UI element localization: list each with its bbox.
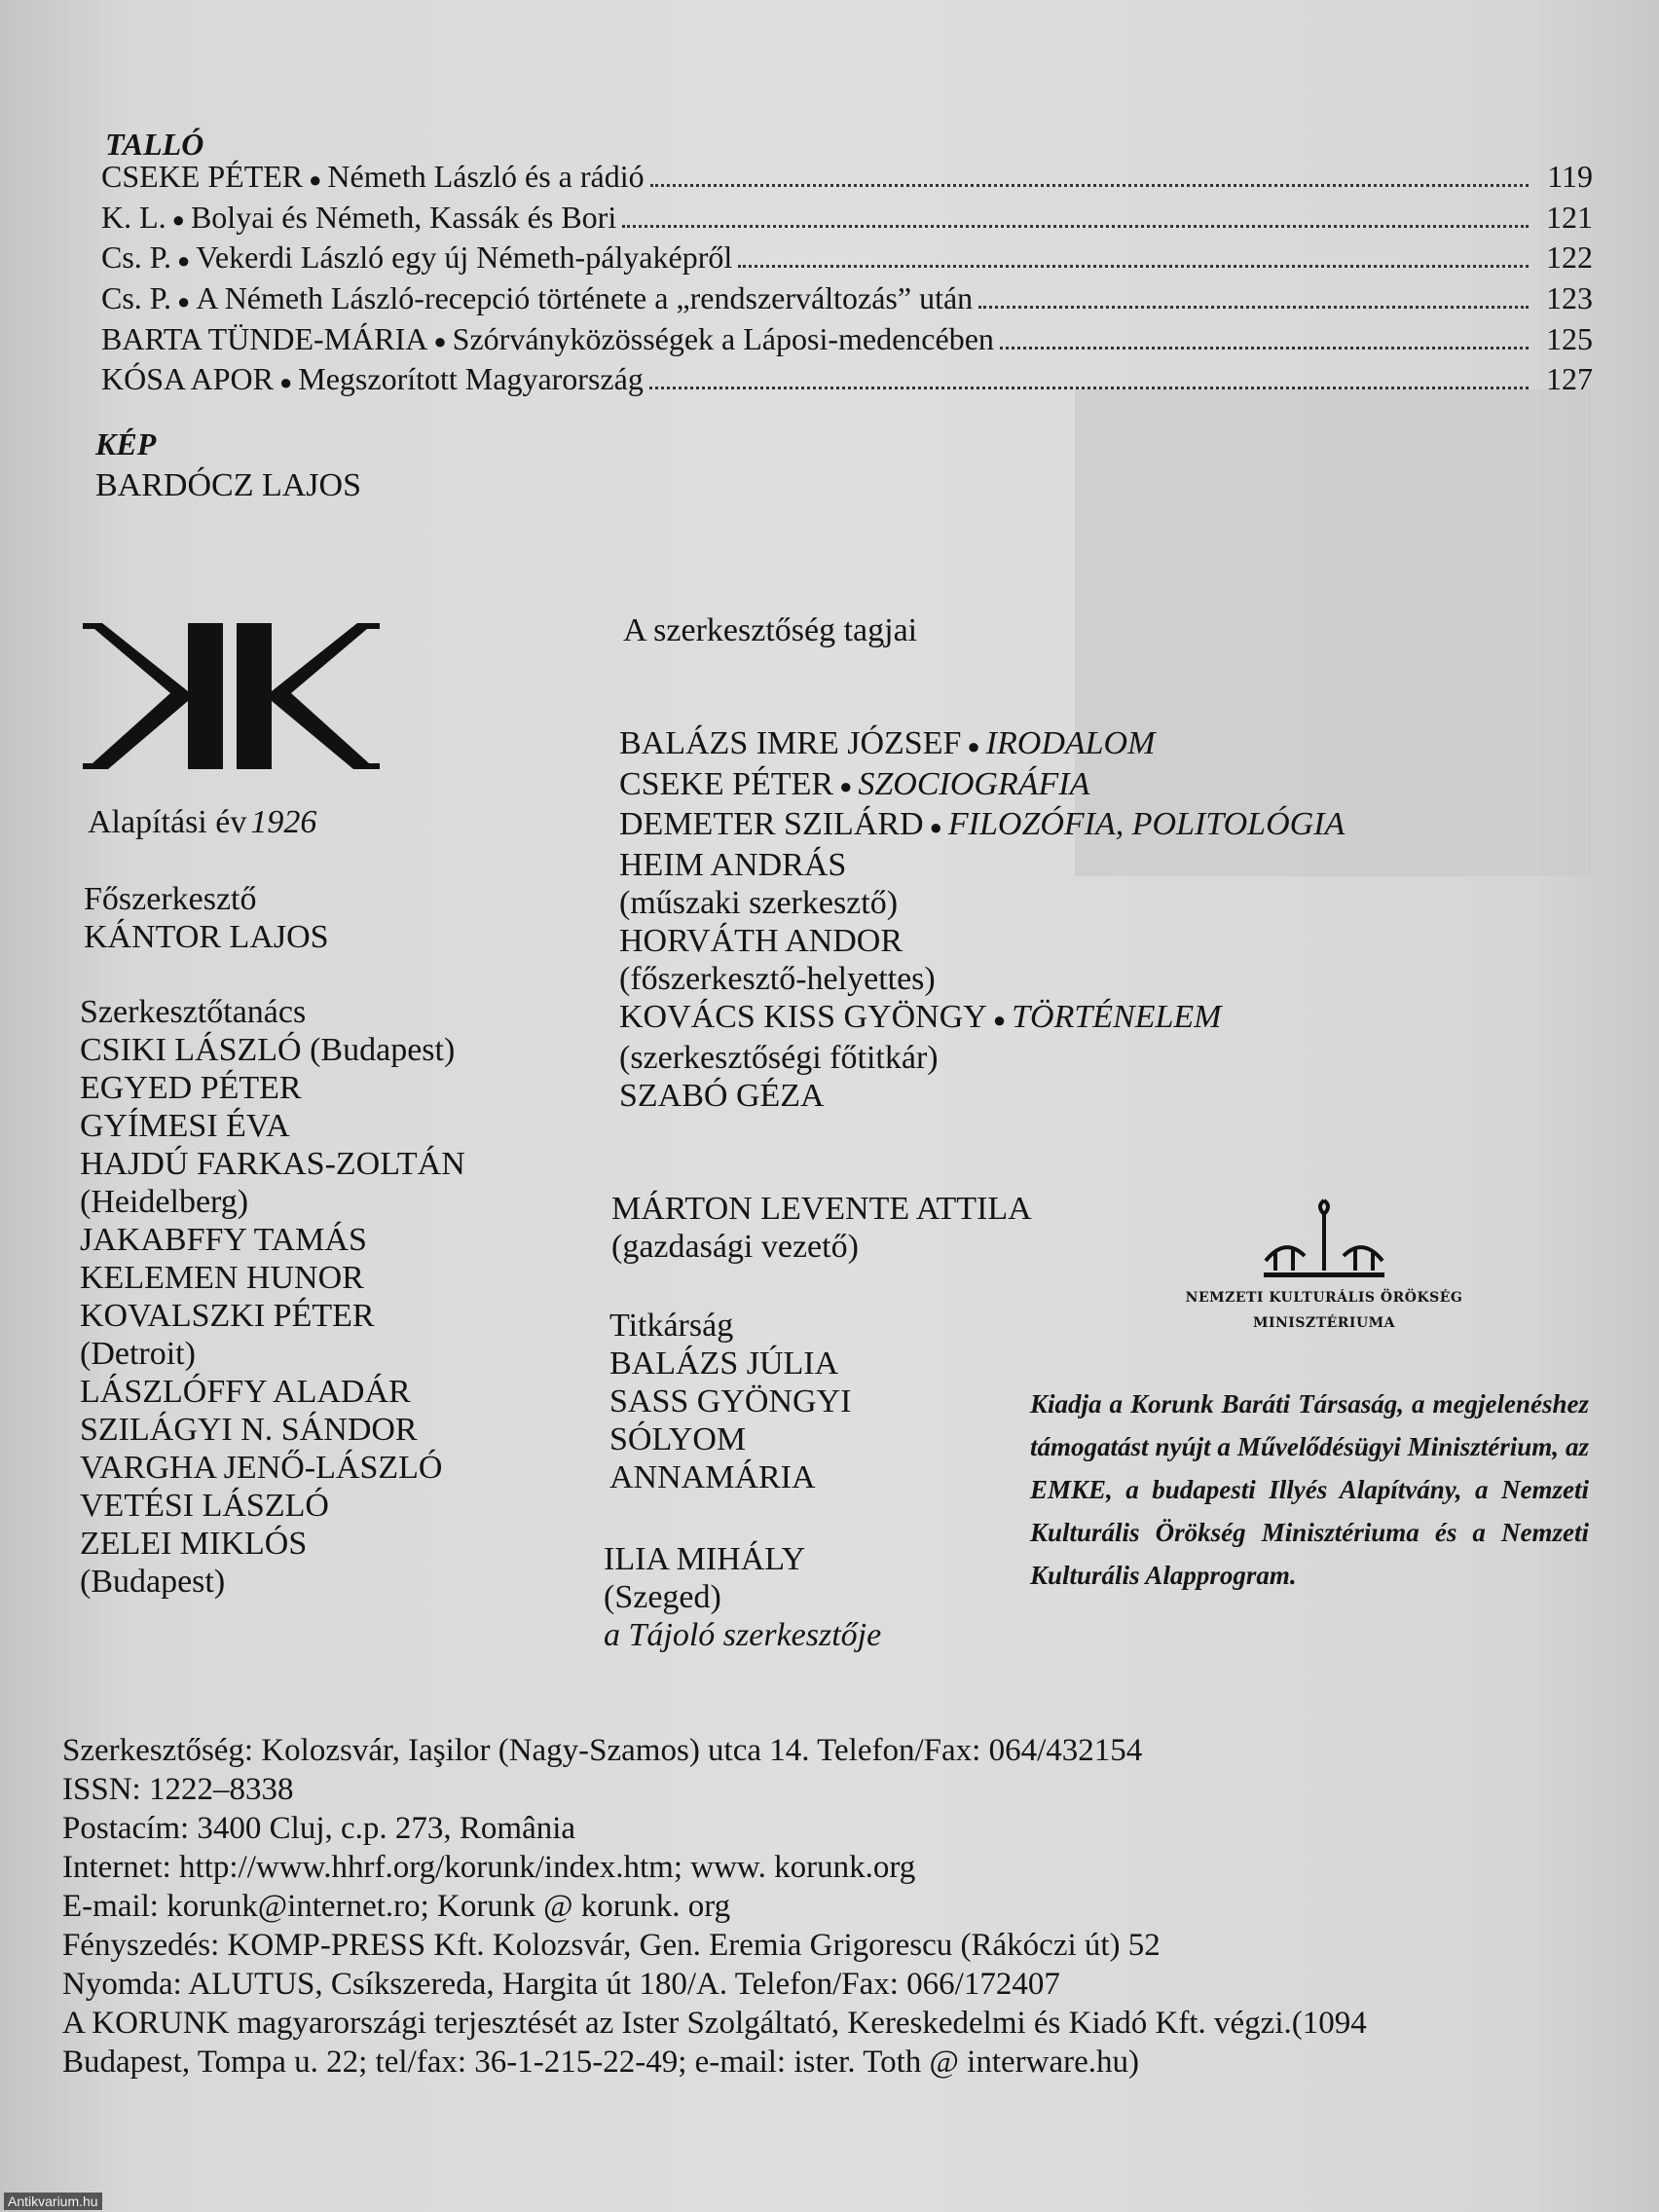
- secretariat-member: SASS GYÖNGYI: [609, 1383, 852, 1419]
- toc-page-number: 119: [1547, 159, 1593, 194]
- toc-title: Németh László és a rádió: [327, 159, 645, 194]
- toc-leader-dots: [649, 387, 1529, 389]
- ministry-emblem: [1178, 1193, 1470, 1331]
- toc-title: Bolyai és Németh, Kassák és Bori: [190, 199, 617, 235]
- council-list: [80, 1031, 465, 1601]
- staff-list: [619, 724, 1345, 1115]
- staff-field: SZOCIOGRÁFIA: [858, 765, 1090, 802]
- toc-entry: [101, 158, 645, 199]
- toc-author: KÓSA APOR: [101, 361, 274, 397]
- kep-name: BARDÓCZ LAJOS: [95, 467, 361, 503]
- publisher-note: Kiadja a Korunk Baráti Társaság, a megjelenéshez támogatást nyújt a Művelődésügyi Minisztérium, az EMKE, a budapesti Illyés Alapítvány, a Nemzeti Kulturális Örökség Minisztériuma és a Nemzeti Kulturális Alapprogram.: [1030, 1389, 1589, 1590]
- toc-author: BARTA TÜNDE-MÁRIA: [101, 320, 428, 356]
- toc-title: Vekerdi László egy új Németh-pályaképről: [196, 240, 733, 276]
- editor-name: KÁNTOR LAJOS: [84, 919, 329, 955]
- secretariat-member: SÓLYOM: [609, 1421, 747, 1457]
- footer-line: Szerkesztőség: Kolozsvár, Iaşilor (Nagy-Szamos) utca 14. Telefon/Fax: 064/432154: [62, 1733, 1143, 1768]
- ilia-name: ILIA MIHÁLY: [604, 1541, 806, 1577]
- toc-leader-dots: [978, 306, 1529, 309]
- council-member: (Heidelberg): [80, 1184, 249, 1220]
- toc-leader-dots: [622, 225, 1529, 228]
- staff-member: [619, 922, 1345, 960]
- editor-label: Főszerkesztő: [84, 881, 257, 917]
- staff-heading: [623, 611, 917, 649]
- toc-author: K. L.: [101, 199, 166, 235]
- footer-line: Postacím: 3400 Cluj, c.p. 273, România: [62, 1811, 576, 1846]
- staff-field: FILOZÓFIA, POLITOLÓGIA: [947, 806, 1346, 843]
- staff-name: BALÁZS IMRE JÓZSEF: [619, 725, 962, 761]
- toc-entry: [101, 279, 973, 320]
- toc-entry: [101, 360, 644, 401]
- council-member: JAKABFFY TAMÁS: [80, 1222, 367, 1258]
- council-member: KELEMEN HUNOR: [80, 1260, 364, 1296]
- ministry-line1: NEMZETI KULTURÁLIS ÖRÖKSÉG: [1185, 1290, 1463, 1306]
- secretariat-label: Titkárság: [609, 1308, 734, 1344]
- council-label: Szerkesztőtanács: [80, 994, 307, 1030]
- kep-title: KÉP: [95, 426, 157, 461]
- ilia-city: (Szeged): [604, 1579, 721, 1615]
- toc-page-number: 123: [1546, 279, 1593, 315]
- council-member: ZELEI MIKLÓS: [80, 1526, 308, 1562]
- founded: [88, 803, 316, 841]
- secretariat: [609, 1307, 851, 1496]
- finance: [611, 1190, 1032, 1266]
- editor-in-chief: [84, 880, 329, 956]
- toc-page-number: 121: [1546, 199, 1593, 235]
- toc-row: [101, 320, 1593, 361]
- staff-field: IRODALOM: [985, 725, 1156, 761]
- council-member: GYÍMESI ÉVA: [80, 1108, 290, 1144]
- toc-entry: [101, 239, 732, 279]
- toc-author: Cs. P.: [101, 240, 172, 276]
- staff-field: TÖRTÉNELEM: [1012, 999, 1222, 1036]
- bullet-icon: ●: [839, 774, 853, 799]
- secretariat-list: [609, 1345, 851, 1496]
- bullet-icon: ●: [177, 288, 191, 313]
- staff-title: A szerkesztőség tagjai: [623, 612, 918, 648]
- bullet-icon: ●: [309, 166, 322, 192]
- staff-role: (szerkesztőségi főtitkár): [619, 1039, 939, 1076]
- toc-row: [101, 199, 1593, 240]
- ministry-emblem-icon: [1178, 1193, 1470, 1285]
- korunk-logo: [83, 623, 380, 769]
- toc-page-number: 125: [1546, 320, 1593, 356]
- watermark: Antikvarium.hu: [4, 2193, 102, 2210]
- toc-author: CSEKE PÉTER: [101, 159, 304, 194]
- editorial-council: [80, 993, 465, 1601]
- ilia-block: [604, 1540, 881, 1654]
- staff-name: CSEKE PÉTER: [619, 765, 834, 802]
- ministry-line2: MINISZTÉRIUMA: [1252, 1315, 1396, 1331]
- bullet-icon: ●: [967, 733, 980, 758]
- tallo-toc: [101, 158, 1593, 401]
- korunk-logo-icon: [83, 623, 380, 769]
- council-member: KOVALSZKI PÉTER: [80, 1298, 375, 1334]
- toc-title: Szórványközösségek a Láposi-medencében: [452, 320, 994, 356]
- staff-member: [619, 765, 1345, 806]
- staff-role: (főszerkesztő-helyettes): [619, 961, 936, 998]
- secretariat-member: BALÁZS JÚLIA: [609, 1346, 839, 1382]
- toc-entry: [101, 199, 616, 240]
- founded-label: Alapítási év: [88, 804, 247, 840]
- footer-line: E-mail: korunk@internet.ro; Korunk @ korunk. org: [62, 1889, 731, 1924]
- footer-line: A KORUNK magyarországi terjesztését az Ister Szolgáltató, Kereskedelmi és Kiadó Kft. végzi.(1094: [62, 2006, 1367, 2041]
- toc-page-number: 122: [1546, 240, 1593, 276]
- toc-leader-dots: [738, 265, 1529, 268]
- staff-member: [619, 1077, 1345, 1115]
- finance-name: MÁRTON LEVENTE ATTILA: [611, 1191, 1032, 1227]
- bullet-icon: ●: [171, 207, 185, 233]
- council-member: LÁSZLÓFFY ALADÁR: [80, 1374, 411, 1410]
- toc-row: [101, 360, 1593, 401]
- staff-member: [619, 805, 1345, 846]
- kep-section: [95, 426, 361, 504]
- footer-line: Nyomda: ALUTUS, Csíkszereda, Hargita út 180/A. Telefon/Fax: 066/172407: [62, 1967, 1060, 2002]
- toc-title: A Németh László-recepció története a „rendszerváltozás” után: [196, 279, 974, 315]
- council-member: (Budapest): [80, 1564, 226, 1600]
- bullet-icon: ●: [992, 1007, 1007, 1032]
- staff-member: [619, 998, 1345, 1039]
- toc-entry: [101, 320, 994, 361]
- toc-title: Megszorított Magyarország: [298, 361, 644, 397]
- council-member: HAJDÚ FARKAS-ZOLTÁN: [80, 1146, 465, 1182]
- council-member: CSIKI LÁSZLÓ (Budapest): [80, 1032, 456, 1068]
- staff-member: [619, 724, 1345, 765]
- council-member: (Detroit): [80, 1336, 196, 1372]
- footer-info: [62, 1731, 1367, 2082]
- toc-row: [101, 158, 1593, 199]
- staff-name: DEMETER SZILÁRD: [619, 806, 924, 843]
- footer-line: ISSN: 1222–8338: [62, 1772, 294, 1807]
- toc-author: Cs. P.: [101, 279, 172, 315]
- toc-page-number: 127: [1546, 361, 1593, 397]
- bullet-icon: ●: [177, 247, 191, 273]
- council-member: SZILÁGYI N. SÁNDOR: [80, 1412, 418, 1448]
- toc-row: [101, 239, 1593, 279]
- staff-name: HORVÁTH ANDOR: [619, 923, 903, 960]
- council-member: VETÉSI LÁSZLÓ: [80, 1488, 329, 1524]
- footer-line: Internet: http://www.hhrf.org/korunk/index.htm; www. korunk.org: [62, 1850, 916, 1885]
- footer-line: Fényszedés: KOMP-PRESS Kft. Kolozsvár, Gen. Eremia Grigorescu (Rákóczi út) 52: [62, 1928, 1161, 1963]
- secretariat-member: ANNAMÁRIA: [609, 1459, 816, 1495]
- staff-role: (műszaki szerkesztő): [619, 885, 899, 922]
- staff-member: [619, 846, 1345, 884]
- tallo-title: TALLÓ: [105, 127, 204, 162]
- council-member: EGYED PÉTER: [80, 1070, 302, 1106]
- footer-line: Budapest, Tompa u. 22; tel/fax: 36-1-215-22-49; e-mail: ister. Toth @ interware.hu): [62, 2045, 1139, 2080]
- staff-name: SZABÓ GÉZA: [619, 1077, 825, 1114]
- founded-year: 1926: [250, 804, 317, 840]
- ilia-role: a Tájoló szerkesztője: [604, 1617, 882, 1653]
- staff-name: KOVÁCS KISS GYÖNGY: [619, 999, 987, 1036]
- toc-row: [101, 279, 1593, 320]
- council-member: VARGHA JENŐ-LÁSZLÓ: [80, 1450, 443, 1486]
- toc-leader-dots: [1000, 347, 1529, 350]
- toc-leader-dots: [650, 184, 1529, 187]
- bullet-icon: ●: [278, 369, 293, 394]
- bullet-icon: ●: [929, 815, 942, 840]
- bullet-icon: ●: [433, 329, 447, 354]
- finance-role: (gazdasági vezető): [611, 1229, 859, 1265]
- staff-name: HEIM ANDRÁS: [619, 847, 847, 884]
